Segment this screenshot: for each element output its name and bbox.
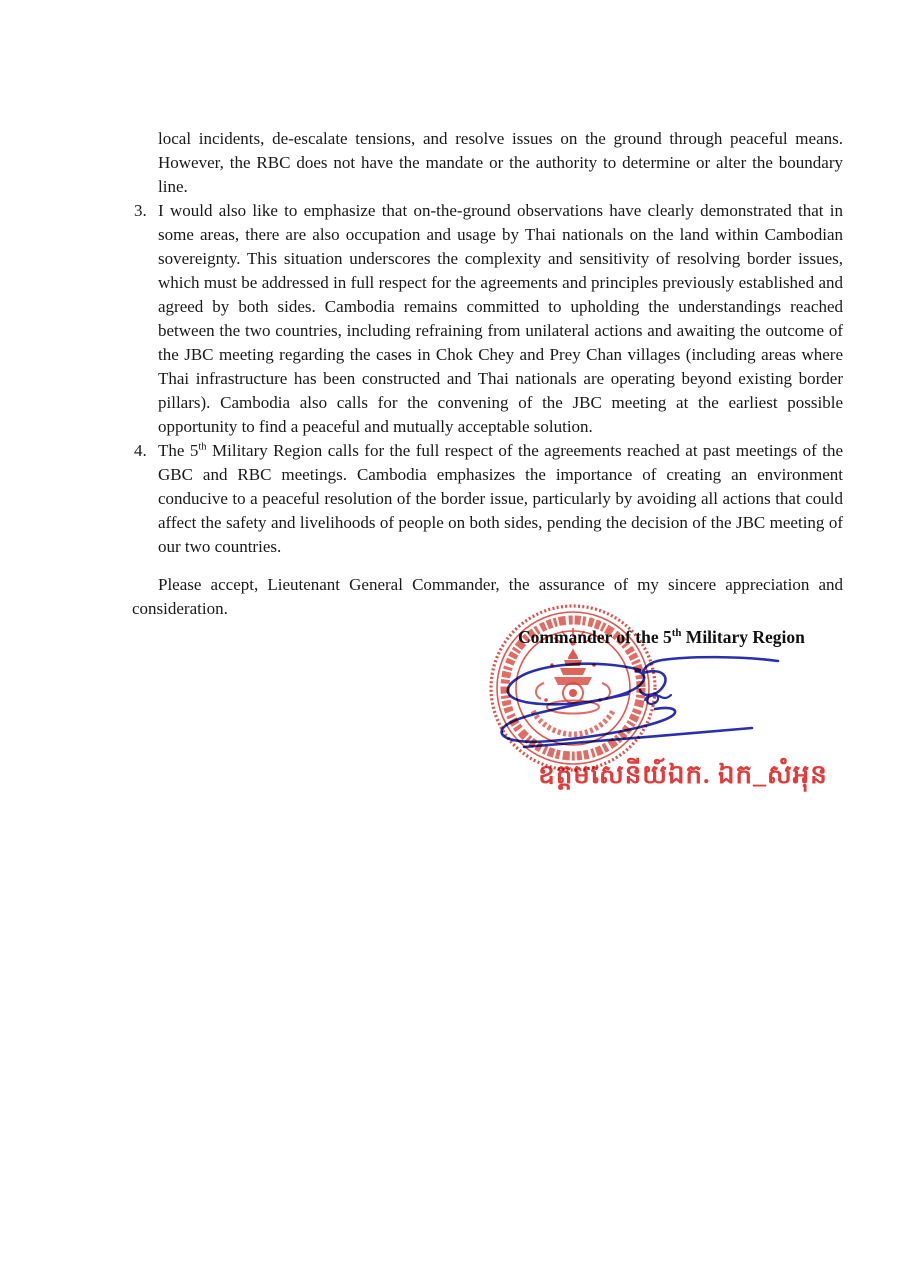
- list-item-3: [132, 199, 843, 439]
- list-item-4: [132, 439, 843, 559]
- signatory-title-superscript: th: [671, 627, 682, 640]
- paragraph-item2-continuation: local incidents, de-escalate tensions, and resolve issues on the ground through peaceful means. However, the RBC does not have the mandate or the authority to determine or alter the boundary line.: [158, 129, 843, 196]
- ordinal-superscript: th: [198, 441, 207, 453]
- signatory-title-end: Military Region: [681, 627, 805, 647]
- letter-body: [132, 127, 843, 621]
- signatory-title-start: Commander of the 5: [518, 627, 672, 647]
- signature-block: [480, 600, 905, 820]
- signatory-name-khmer: ឧត្តមសេនីយ៍ឯក. ឯក_សំអុន: [538, 760, 828, 789]
- list-item-4-text: [158, 441, 843, 556]
- list-item-4-text-end: Military Region calls for the full respect of the agreements reached at past meetings of the GBC and RBC meetings. Cambodia emphasizes the importance of creating an environment conducive to a peaceful resolution of the border issue, particularly by avoiding all actions that could affect the safety and livelihoods of people on both sides, pending the decision of the JBC meeting of our two countries.: [158, 441, 843, 556]
- closing-paragraph: Please accept, Lieutenant General Commander, the assurance of my sincere appreciation and consideration.: [132, 575, 843, 618]
- list-item-3-number: 3.: [134, 201, 147, 220]
- list-item-4-number: 4.: [134, 441, 147, 460]
- signatory-title: [518, 627, 805, 648]
- handwritten-signature-icon: [495, 650, 790, 760]
- list-item-4-text-start: The 5: [158, 441, 199, 460]
- list-item-3-text: I would also like to emphasize that on-the-ground observations have clearly demonstrated that in some areas, there are also occupation and usage by Thai nationals on the land within Cambodian sovereignty. This situation underscores the complexity and sensitivity of resolving border issues, which must be addressed in full respect for the agreements and principles previously established and agreed by both sides. Cambodia remains committed to upholding the understandings reached between the two countries, including refraining from unilateral actions and awaiting the outcome of the JBC meeting regarding the cases in Chok Chey and Prey Chan villages (including areas where Thai infrastructure has been constructed and Thai nationals are operating beyond existing border pillars). Cambodia also calls for the convening of the JBC meeting at the earliest possible opportunity to find a peaceful and mutually acceptable solution.: [158, 201, 843, 436]
